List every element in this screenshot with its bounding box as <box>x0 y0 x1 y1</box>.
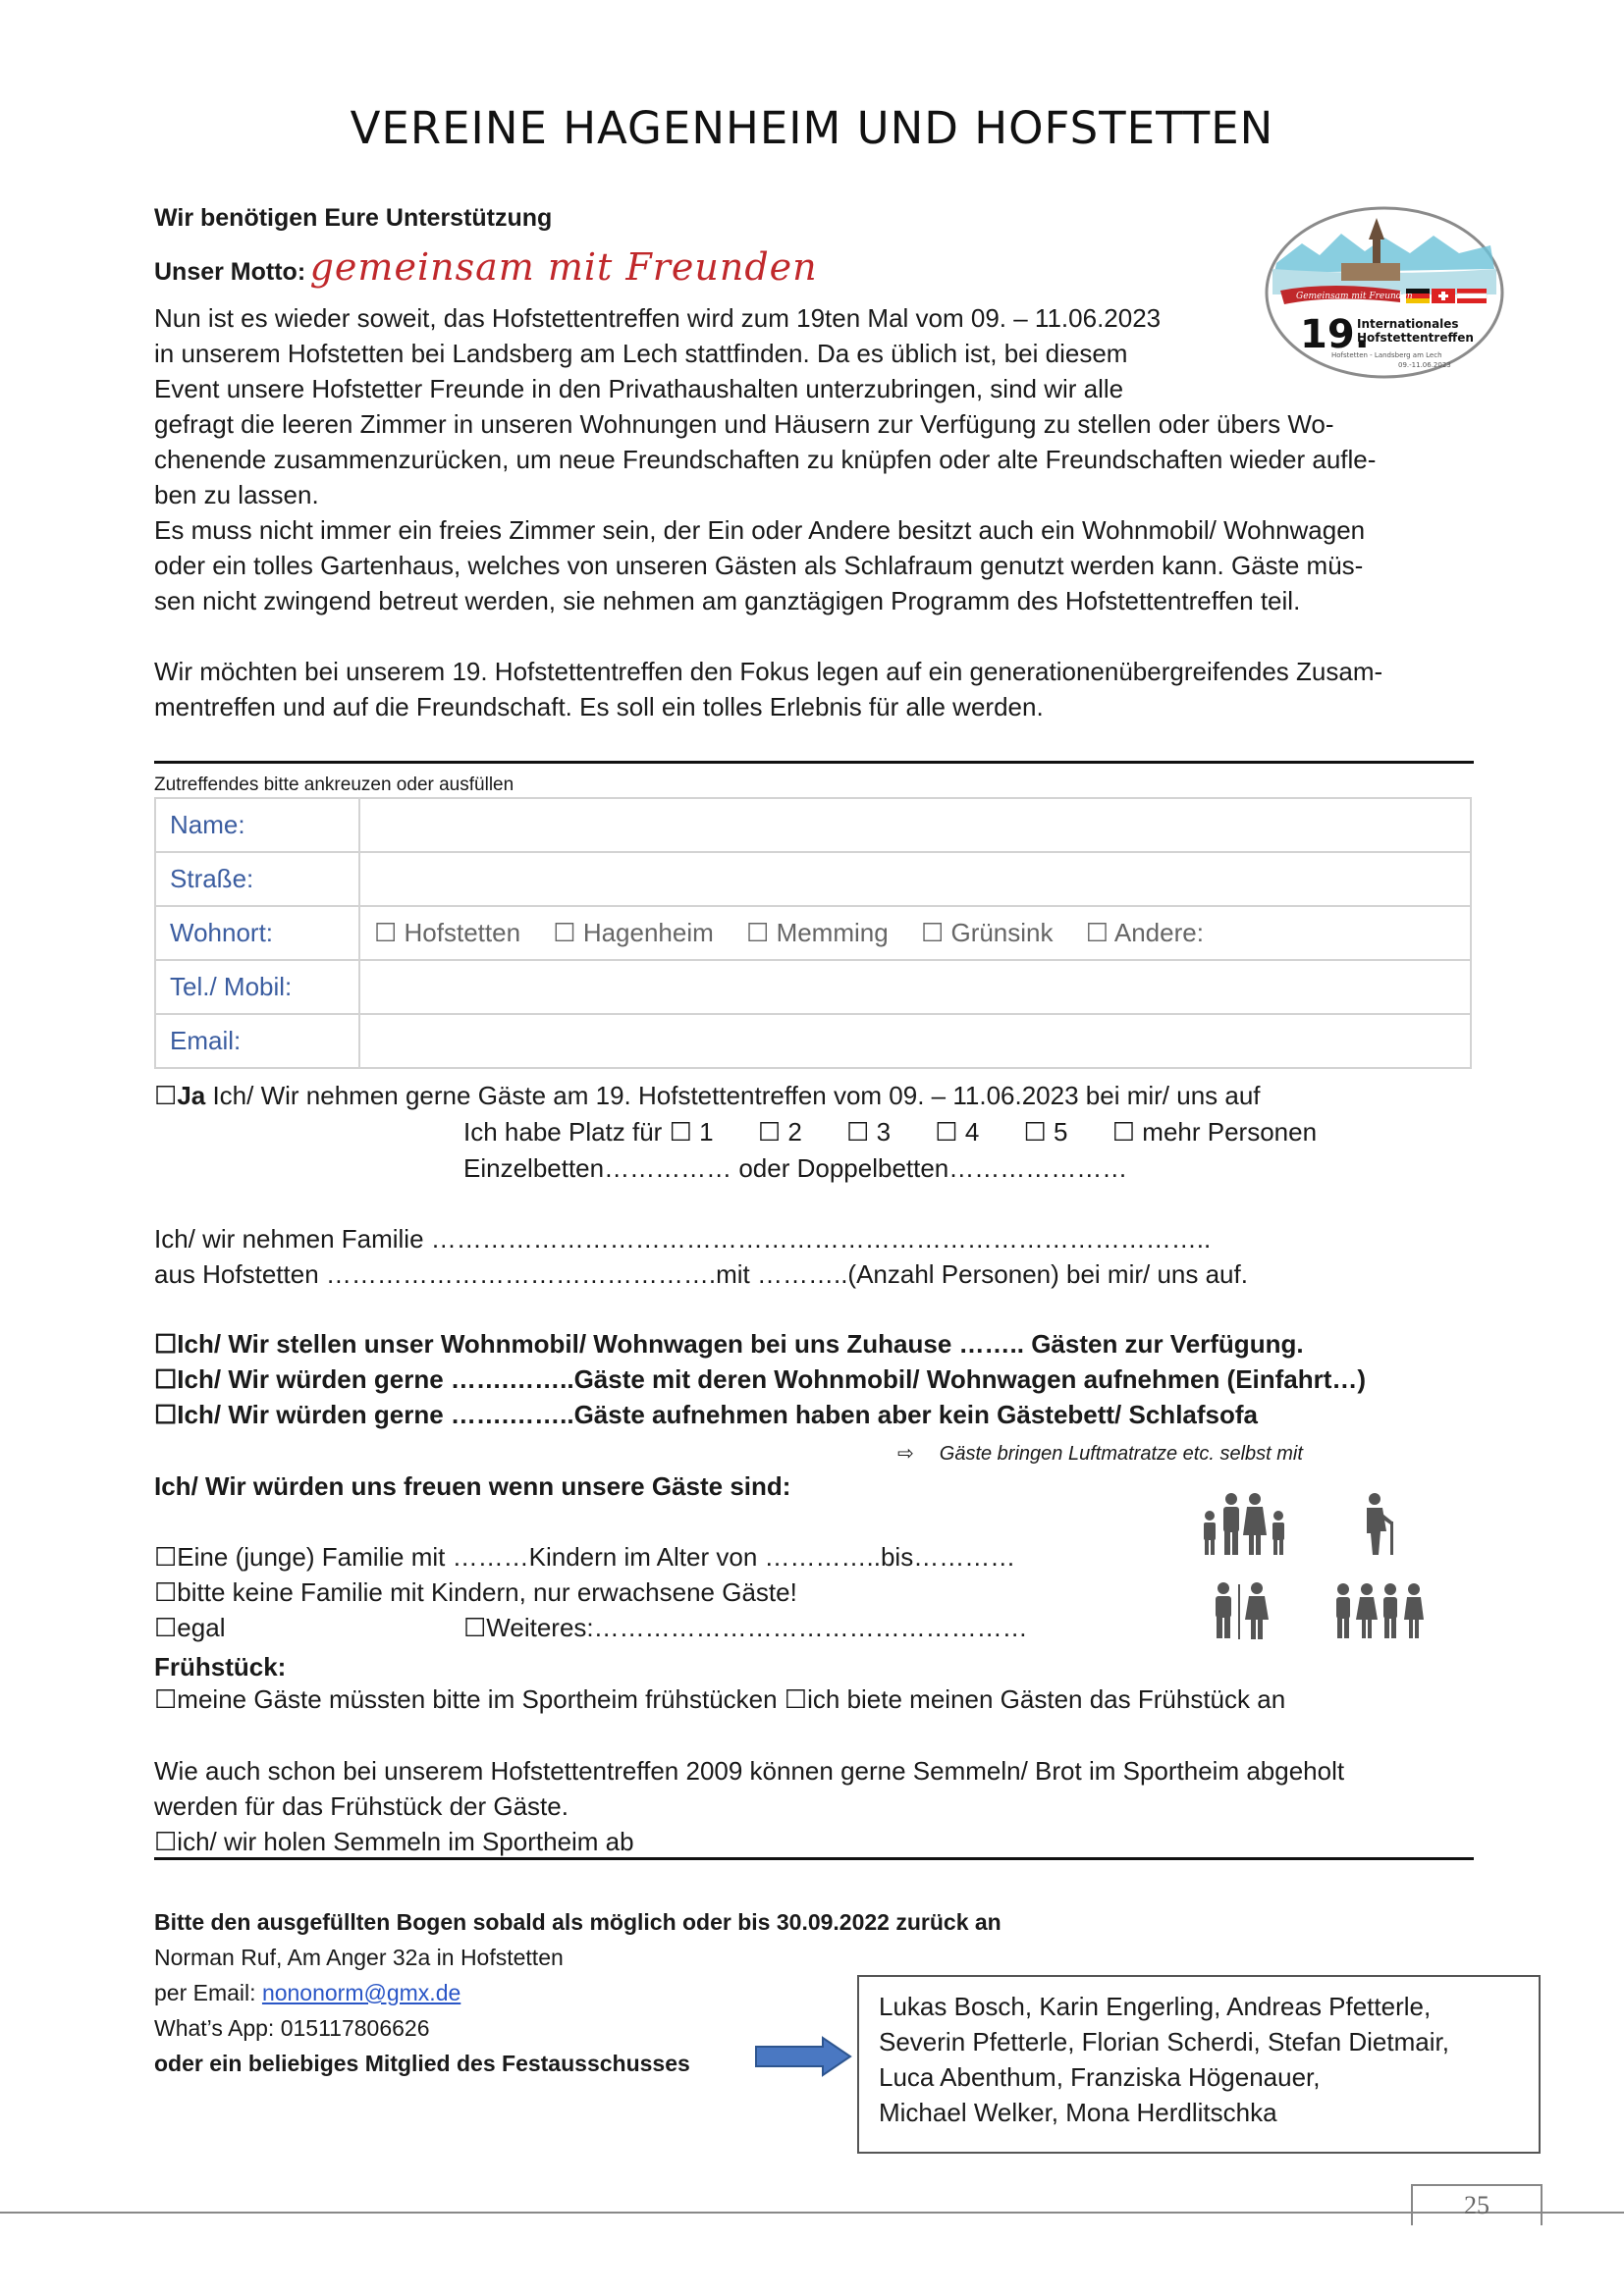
motto-label: Unser Motto: <box>154 258 306 286</box>
places-option-1[interactable]: ☐ 1 <box>669 1117 714 1147</box>
egal-option[interactable]: ☐egal <box>154 1613 226 1642</box>
return-contact: Norman Ruf, Am Anger 32a in Hofstetten <box>154 1945 564 1970</box>
family-line: aus Hofstetten ……………………………………….mit ………..(Anzahl Personen) bei mir/ uns auf. <box>154 1259 1248 1289</box>
motto-row <box>154 245 818 291</box>
street-label: Straße: <box>155 852 359 906</box>
places-option-3[interactable]: ☐ 3 <box>846 1117 892 1147</box>
divider-top <box>154 761 1474 764</box>
logo-number: 19. <box>1300 312 1370 357</box>
guests-heading: Ich/ Wir würden uns freuen wenn unsere Gäste sind: <box>154 1471 791 1501</box>
return-email-prefix: per Email: <box>154 1980 262 2005</box>
camper-option[interactable]: ☐Ich/ Wir stellen unser Wohnmobil/ Wohnwagen bei uns Zuhause …….. Gästen zur Verfügung. <box>154 1329 1304 1359</box>
intro-line: Es muss nicht immer ein freies Zimmer sein, der Ein oder Andere besitzt auch ein Wohnmobil/ Wohnwagen <box>154 515 1366 545</box>
ja-label: Ja <box>177 1081 206 1110</box>
logo-banner-text: Gemeinsam mit Freunden <box>1296 292 1413 301</box>
email-label: Email: <box>155 1014 359 1068</box>
adults-couple-icon <box>1208 1582 1272 1639</box>
guest-option[interactable]: ☐Eine (junge) Familie mit ………Kindern im Alter von …………..bis………… <box>154 1542 1016 1572</box>
phone-field[interactable] <box>359 960 1471 1014</box>
page-title: VEREINE HAGENHEIM UND HOFSTETTEN <box>350 102 1274 154</box>
camper-option[interactable]: ☐Ich/ Wir würden gerne …….……..Gäste mit deren Wohnmobil/ Wohnwagen aufnehmen (Einfahrt…) <box>154 1364 1367 1394</box>
arrow-right-icon <box>754 2036 852 2077</box>
ja-row <box>154 1078 1261 1113</box>
intro-line: Event unsere Hofstetter Freunde in den Privathaushalten unterzubringen, sind wir alle <box>154 374 1124 403</box>
return-whatsapp: What’s App: 015117806626 <box>154 2015 430 2041</box>
intro-line: in unserem Hofstetten bei Landsberg am Lech stattfinden. Da es üblich ist, bei diesem <box>154 339 1128 368</box>
places-option-4[interactable]: ☐ 4 <box>935 1117 980 1147</box>
town-option-hagenheim[interactable]: ☐ Hagenheim <box>553 918 714 947</box>
family-block <box>154 1221 1248 1292</box>
places-option-more[interactable]: ☐ mehr Personen <box>1111 1117 1318 1147</box>
breakfast-heading: Frühstück: <box>154 1652 287 1682</box>
committee-members-box <box>857 1975 1541 2154</box>
ja-text: Ich/ Wir nehmen gerne Gäste am 19. Hofstettentreffen vom 09. – 11.06.2023 bei mir/ uns auf <box>205 1081 1261 1110</box>
logo-sub-2: 09.-11.06.2023 <box>1398 361 1451 369</box>
intro-line: sen nicht zwingend betreut werden, sie nehmen am ganztägigen Programm des Hofstettentreffen teil. <box>154 586 1301 615</box>
breakfast-options[interactable]: ☐meine Gäste müssten bitte im Sportheim frühstücken ☐ich biete meinen Gästen das Frühstück an <box>154 1684 1286 1714</box>
arrow-right-icon: ⇨ <box>897 1443 914 1465</box>
mattress-note: Gäste bringen Luftmatratze etc. selbst mit <box>939 1443 1303 1465</box>
return-heading: Bitte den ausgefüllten Bogen sobald als möglich oder bis 30.09.2022 zurück an <box>154 1909 1001 1935</box>
return-committee: oder ein beliebiges Mitglied des Festausschusses <box>154 2051 690 2076</box>
places-row <box>463 1114 1317 1149</box>
intro-line: Nun ist es wieder soweit, das Hofstettentreffen wird zum 19ten Mal vom 09. – 11.06.2023 <box>154 303 1162 333</box>
camper-option[interactable]: ☐Ich/ Wir würden gerne …….……..Gäste aufnehmen haben aber kein Gästebett/ Schlafsofa <box>154 1400 1258 1429</box>
weiteres-option[interactable]: ☐Weiteres:…………………………………………… <box>463 1613 1028 1642</box>
camper-options <box>154 1326 1366 1432</box>
guest-option[interactable]: ☐bitte keine Familie mit Kindern, nur erwachsene Gäste! <box>154 1577 797 1607</box>
member-line: Luca Abenthum, Franziska Högenauer, <box>879 2062 1321 2092</box>
town-options <box>359 906 1471 960</box>
intro-line: ben zu lassen. <box>154 480 319 509</box>
intro-line: chenende zusammenzurücken, um neue Freundschaften zu knüpfen oder alte Freundschaften wieder aufle- <box>154 445 1377 474</box>
member-line: Michael Welker, Mona Herdlitschka <box>879 2098 1277 2127</box>
semmel-block <box>154 1753 1344 1859</box>
footer-line <box>0 2212 1624 2214</box>
semmel-line: Wie auch schon bei unserem Hofstettentreffen 2009 können gerne Semmeln/ Brot im Sportheim abgeholt <box>154 1756 1345 1786</box>
member-line: Severin Pfetterle, Florian Scherdi, Stefan Dietmair, <box>879 2027 1449 2056</box>
email-link[interactable]: nononorm@gmx.de <box>261 1980 461 2005</box>
support-heading: Wir benötigen Eure Unterstützung <box>154 204 553 232</box>
intro-line: oder ein tolles Gartenhaus, welches von unseren Gästen als Schlafraum genutzt werden kann. Gäste müs- <box>154 551 1364 580</box>
guest-options <box>154 1539 1015 1610</box>
beds-line: Einzelbetten…………… oder Doppelbetten………………… <box>463 1153 1128 1183</box>
town-option-memming[interactable]: ☐ Memming <box>746 918 889 947</box>
page-number: 25 <box>1411 2184 1543 2225</box>
places-option-2[interactable]: ☐ 2 <box>757 1117 802 1147</box>
divider-bottom <box>154 1857 1474 1860</box>
focus-paragraph <box>154 654 1470 724</box>
places-prefix: Ich habe Platz für <box>463 1117 663 1147</box>
logo-line-1: Internationales <box>1357 317 1459 331</box>
contact-form <box>154 797 1472 1069</box>
mattress-note-row <box>897 1441 1303 1466</box>
intro-line: gefragt die leeren Zimmer in unseren Wohnungen und Häusern zur Verfügung zu stellen oder übers Wo- <box>154 409 1334 439</box>
email-field[interactable] <box>359 1014 1471 1068</box>
town-label: Wohnort: <box>155 906 359 960</box>
logo-line-2: Hofstettentreffen <box>1357 331 1474 345</box>
intro-paragraph <box>154 300 1470 618</box>
focus-line: mentreffen und auf die Freundschaft. Es soll ein tolles Erlebnis für alle werden. <box>154 692 1044 721</box>
family-line: Ich/ wir nehmen Familie ……………………………………………………………………………….. <box>154 1224 1212 1254</box>
form-hint: Zutreffendes bitte ankreuzen oder ausfüllen <box>154 774 514 795</box>
form-row-street <box>155 852 1471 906</box>
name-label: Name: <box>155 798 359 852</box>
focus-line: Wir möchten bei unserem 19. Hofstettentreffen den Fokus legen auf ein generationenübergreifendes Zusam- <box>154 657 1383 686</box>
phone-label: Tel./ Mobil: <box>155 960 359 1014</box>
family-icon <box>1196 1492 1294 1557</box>
semmel-option[interactable]: ☐ich/ wir holen Semmeln im Sportheim ab <box>154 1827 634 1856</box>
form-row-town <box>155 906 1471 960</box>
motto-text: gemeinsam mit Freunden <box>309 245 818 289</box>
name-field[interactable] <box>359 798 1471 852</box>
logo-sub-1: Hofstetten - Landsberg am Lech <box>1331 351 1442 359</box>
group-icon <box>1333 1582 1424 1639</box>
town-option-hofstetten[interactable]: ☐ Hofstetten <box>374 918 521 947</box>
places-option-5[interactable]: ☐ 5 <box>1023 1117 1068 1147</box>
elderly-person-icon <box>1355 1492 1402 1557</box>
form-row-phone <box>155 960 1471 1014</box>
ja-checkbox[interactable]: ☐ <box>154 1081 178 1110</box>
street-field[interactable] <box>359 852 1471 906</box>
town-option-gruensink[interactable]: ☐ Grünsink <box>920 918 1054 947</box>
semmel-line: werden für das Frühstück der Gäste. <box>154 1791 568 1821</box>
member-line: Lukas Bosch, Karin Engerling, Andreas Pfetterle, <box>879 1992 1432 2021</box>
form-row-email <box>155 1014 1471 1068</box>
town-option-andere[interactable]: ☐ Andere: <box>1085 918 1204 947</box>
form-row-name <box>155 798 1471 852</box>
